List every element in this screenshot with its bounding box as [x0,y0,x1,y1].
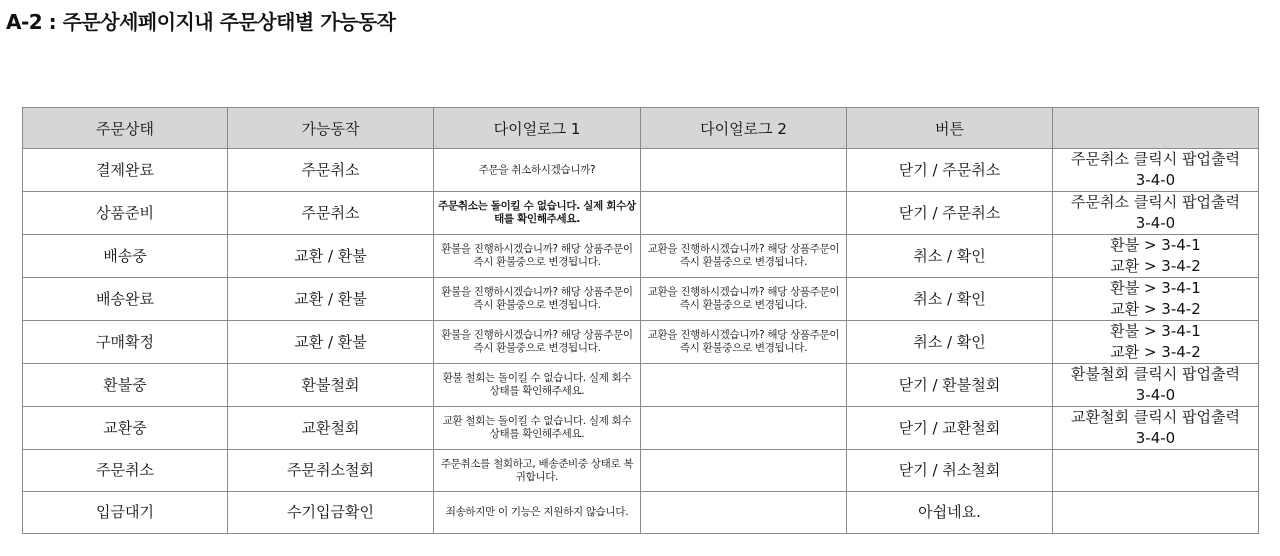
cell-dialog-2 [641,192,847,235]
cell-dialog-2: 교환을 진행하시겠습니까? 해당 상품주문이 즉시 환불중으로 변경됩니다. [641,321,847,364]
cell-dialog-2 [641,364,847,407]
note-line-1: 환불철회 클릭시 팝업출력 [1071,365,1240,383]
cell-dialog-2: 교환을 진행하시겠습니까? 해당 상품주문이 즉시 환불중으로 변경됩니다. [641,278,847,321]
cell-note [1053,492,1259,534]
cell-action: 주문취소 [228,192,434,235]
table-row [23,235,1259,278]
cell-note [1053,278,1259,321]
cell-dialog-1: 교환 철회는 돌이킬 수 없습니다. 실제 회수상태를 확인해주세요. [434,407,641,450]
cell-dialog-1: 환불 철회는 돌이킬 수 없습니다. 실제 회수상태를 확인해주세요. [434,364,641,407]
cell-button: 닫기 / 교환철회 [847,407,1053,450]
note-line-1: 환불 > 3-4-1 [1110,279,1201,297]
table-row [23,364,1259,407]
cell-note [1053,192,1259,235]
cell-button: 닫기 / 주문취소 [847,149,1053,192]
cell-button: 취소 / 확인 [847,235,1053,278]
table-row [23,149,1259,192]
cell-button: 취소 / 확인 [847,321,1053,364]
table-row [23,450,1259,492]
cell-note [1053,364,1259,407]
cell-status: 환불중 [23,364,228,407]
cell-dialog-2 [641,450,847,492]
cell-status: 교환중 [23,407,228,450]
cell-action: 교환 / 환불 [228,235,434,278]
cell-action: 주문취소 [228,149,434,192]
cell-button: 닫기 / 주문취소 [847,192,1053,235]
table-row [23,492,1259,534]
note-line-1: 환불 > 3-4-1 [1110,322,1201,340]
table-row [23,192,1259,235]
cell-note [1053,407,1259,450]
note-line-2: 3-4-0 [1135,429,1176,447]
cell-action: 교환철회 [228,407,434,450]
cell-button: 아쉽네요. [847,492,1053,534]
cell-status: 배송완료 [23,278,228,321]
note-line-1: 교환철회 클릭시 팝업출력 [1071,408,1240,426]
cell-action: 환불철회 [228,364,434,407]
cell-dialog-2 [641,149,847,192]
order-status-action-table [22,107,1259,534]
header-available-action: 가능동작 [228,108,434,149]
table-row [23,321,1259,364]
header-note [1053,108,1259,149]
cell-dialog-2 [641,492,847,534]
cell-action: 교환 / 환불 [228,321,434,364]
cell-dialog-1: 주문을 취소하시겠습니까? [434,149,641,192]
cell-button: 닫기 / 환불철회 [847,364,1053,407]
note-line-1: 주문취소 클릭시 팝업출력 [1071,193,1240,211]
cell-dialog-1: 주문취소를 철회하고, 배송준비중 상태로 복귀합니다. [434,450,641,492]
cell-dialog-1: 환불을 진행하시겠습니까? 해당 상품주문이 즉시 환불중으로 변경됩니다. [434,235,641,278]
note-line-1: 주문취소 클릭시 팝업출력 [1071,150,1240,168]
cell-button: 취소 / 확인 [847,278,1053,321]
table-row [23,278,1259,321]
note-line-1: 환불 > 3-4-1 [1110,236,1201,254]
cell-status: 구매확정 [23,321,228,364]
cell-dialog-1: 환불을 진행하시겠습니까? 해당 상품주문이 즉시 환불중으로 변경됩니다. [434,278,641,321]
cell-status: 결제완료 [23,149,228,192]
cell-status: 상품준비 [23,192,228,235]
cell-action: 교환 / 환불 [228,278,434,321]
cell-dialog-1: 죄송하지만 이 기능은 지원하지 않습니다. [434,492,641,534]
cell-button: 닫기 / 취소철회 [847,450,1053,492]
cell-dialog-2: 교환을 진행하시겠습니까? 해당 상품주문이 즉시 환불중으로 변경됩니다. [641,235,847,278]
table-row [23,407,1259,450]
cell-status: 주문취소 [23,450,228,492]
header-button: 버튼 [847,108,1053,149]
cell-dialog-1: 환불을 진행하시겠습니까? 해당 상품주문이 즉시 환불중으로 변경됩니다. [434,321,641,364]
page-title: A-2 : 주문상세페이지내 주문상태별 가능동작 [6,10,396,34]
cell-dialog-1: 주문취소는 돌이킬 수 없습니다. 실제 회수상태를 확인해주세요. [434,192,641,235]
cell-note [1053,149,1259,192]
header-order-status: 주문상태 [23,108,228,149]
cell-status: 배송중 [23,235,228,278]
table-header-row [23,108,1259,149]
note-line-2: 교환 > 3-4-2 [1110,257,1201,275]
cell-action: 주문취소철회 [228,450,434,492]
cell-note [1053,321,1259,364]
cell-dialog-2 [641,407,847,450]
note-line-2: 3-4-0 [1135,386,1176,404]
note-line-2: 교환 > 3-4-2 [1110,343,1201,361]
cell-note [1053,235,1259,278]
header-dialog-2: 다이얼로그 2 [641,108,847,149]
cell-action: 수기입금확인 [228,492,434,534]
note-line-2: 3-4-0 [1135,171,1176,189]
note-line-2: 3-4-0 [1135,214,1176,232]
header-dialog-1: 다이얼로그 1 [434,108,641,149]
note-line-2: 교환 > 3-4-2 [1110,300,1201,318]
cell-status: 입금대기 [23,492,228,534]
cell-note [1053,450,1259,492]
